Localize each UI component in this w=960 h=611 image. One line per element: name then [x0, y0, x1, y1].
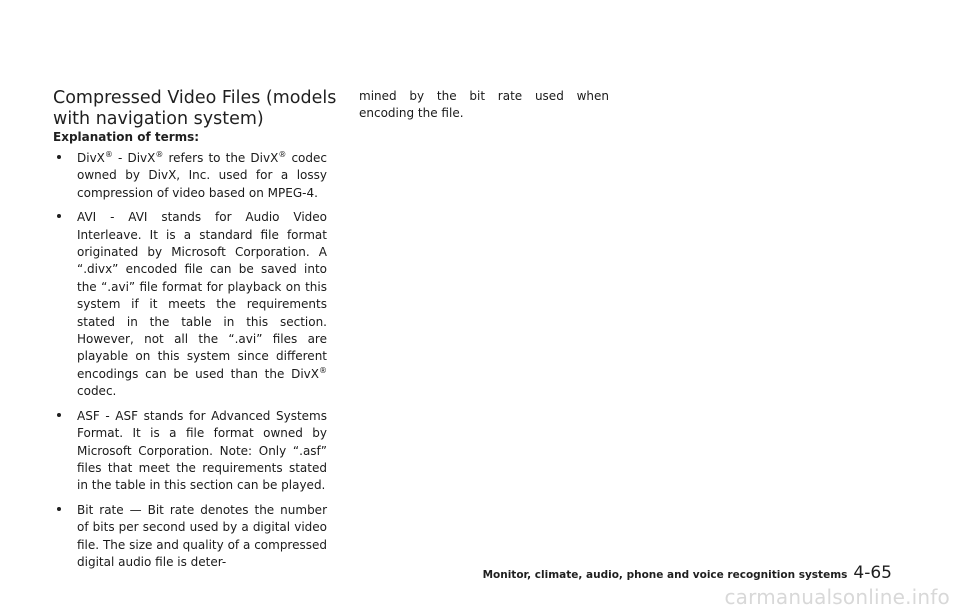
bullet-dot: [57, 507, 61, 511]
registered-mark: ®: [155, 150, 164, 159]
continuation-line-2: encoding the file.: [359, 106, 464, 121]
left-column: [53, 150, 327, 578]
chapter-title: Monitor, climate, audio, phone and voice recognition systems: [482, 569, 848, 581]
bullet-dot: [57, 155, 61, 159]
registered-mark: ®: [278, 150, 287, 159]
term-divx: DivX® - DivX® refers to the DivX® codec owned by DivX, Inc. used for a lossy compression of video based on MPEG-4.: [53, 150, 327, 202]
bullet-dot: [57, 413, 61, 417]
registered-mark: ®: [104, 150, 113, 159]
registered-mark: ®: [319, 365, 327, 375]
term-bit-rate: Bit rate — Bit rate denotes the number of bits per second used by a digital video file. The size and quality of a compressed digital audio file is deter-: [53, 502, 327, 572]
section-heading: Compressed Video Files (models with navigation system): [53, 88, 337, 129]
term-asf: ASF - ASF stands for Advanced Systems Format. It is a file format owned by Microsoft Corporation. Note: Only “.asf” files that meet the requirements stated in the table in this section can be played.: [53, 408, 327, 495]
page-footer: [483, 563, 892, 583]
explanation-label: Explanation of terms:: [53, 130, 200, 144]
continuation-line-1: mined by the bit rate used when: [359, 89, 609, 103]
bullet-dot: [57, 214, 61, 218]
term-avi: AVI - AVI stands for Audio Video Interleave. It is a standard file format originated by Microsoft Corporation. A “.divx” encoded file can be saved into the “.avi” file format for playback on this system if it meets the requirements stated in the table in this section. However, not all the “.avi” files are playable on this system since different encodings can be used than the DivX® codec.: [53, 209, 327, 400]
right-column: [359, 88, 609, 123]
watermark: carmanualsonline.info: [724, 585, 950, 609]
page-number: 4-65: [853, 563, 892, 583]
